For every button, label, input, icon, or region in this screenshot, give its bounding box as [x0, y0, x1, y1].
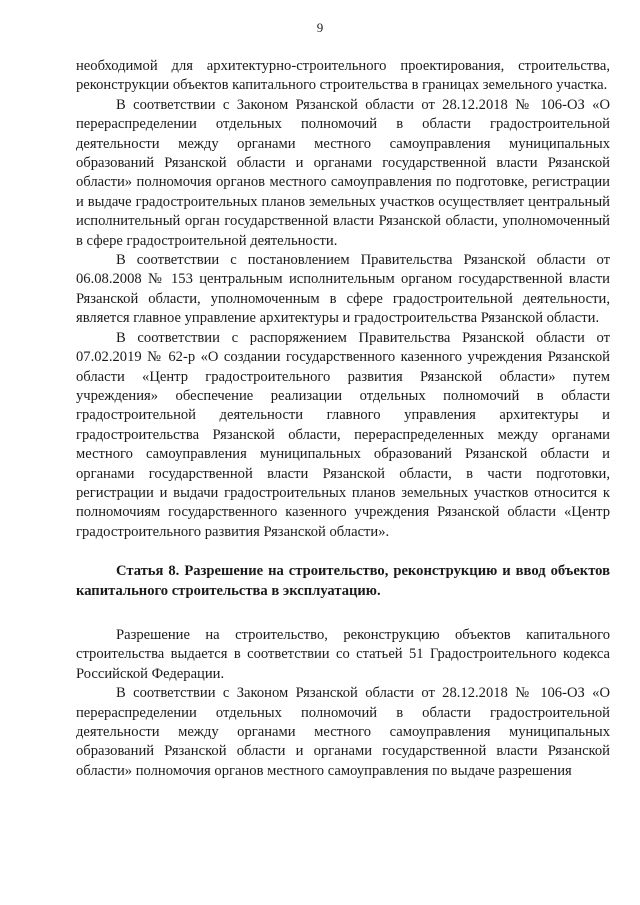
page-number: 9: [316, 20, 324, 35]
paragraph-order-62-r: В соответствии с распоряжением Правительства Рязанской области от 07.02.2019 № 62-р «О создании государственного казенного учреждения Рязанской области «Центр градостроительного развития Рязанской области» путем учреждения» обеспечение реализации отдельных полномочий в области градостроительной деятельности главного управления архитектуры и градостроительства Рязанской области, перераспределенных между органами местного самоуправления муниципальных образований Рязанской области и органами государственной власти Рязанской области, в части подготовки, регистрации и выдачи градостроительных планов земельных участков относится к полномочиям государственного казенного учреждения Рязанской области «Центр градостроительного развития Рязанской области».: [76, 329, 610, 540]
article-8-heading: Статья 8. Разрешение на строительство, реконструкцию и ввод объектов капитального строительства в эксплуатацию.: [76, 563, 610, 599]
document-body: [76, 57, 610, 781]
paragraph-law-106-oz-permit: В соответствии с Законом Рязанской области от 28.12.2018 № 106-ОЗ «О перераспределении отдельных полномочий в области градостроительной деятельности между органами местного самоуправления муниципальных образований Рязанской области и органами государственной власти Рязанской области» полномочия органов местного самоуправления по выдаче разрешения: [76, 685, 610, 779]
paragraph-law-106-oz: В соответствии с Законом Рязанской области от 28.12.2018 № 106-ОЗ «О перераспределении отдельных полномочий в области градостроительной деятельности между органами местного самоуправления муниципальных образований Рязанской области и органами государственной власти Рязанской области» полномочия органов местного самоуправления по подготовке, регистрации и выдаче градостроительных планов земельных участков осуществляет центральный исполнительный орган государственной власти Рязанской области, уполномоченный в сфере градостроительной деятельности.: [76, 96, 610, 249]
paragraph-building-permit: Разрешение на строительство, реконструкцию объектов капитального строительства выдается в соответствии со статьей 51 Градостроительного кодекса Российской Федерации.: [76, 626, 610, 682]
paragraph-resolution-153: В соответствии с постановлением Правительства Рязанской области от 06.08.2008 № 153 центральным исполнительным органом государственной власти Рязанской области, уполномоченным в сфере градостроительной деятельности, является главное управление архитектуры и градостроительства Рязанской области.: [76, 252, 610, 327]
paragraph-continuation: необходимой для архитектурно-строительного проектирования, строительства, реконструкции объектов капитального строительства в границах земельного участка.: [76, 58, 610, 94]
